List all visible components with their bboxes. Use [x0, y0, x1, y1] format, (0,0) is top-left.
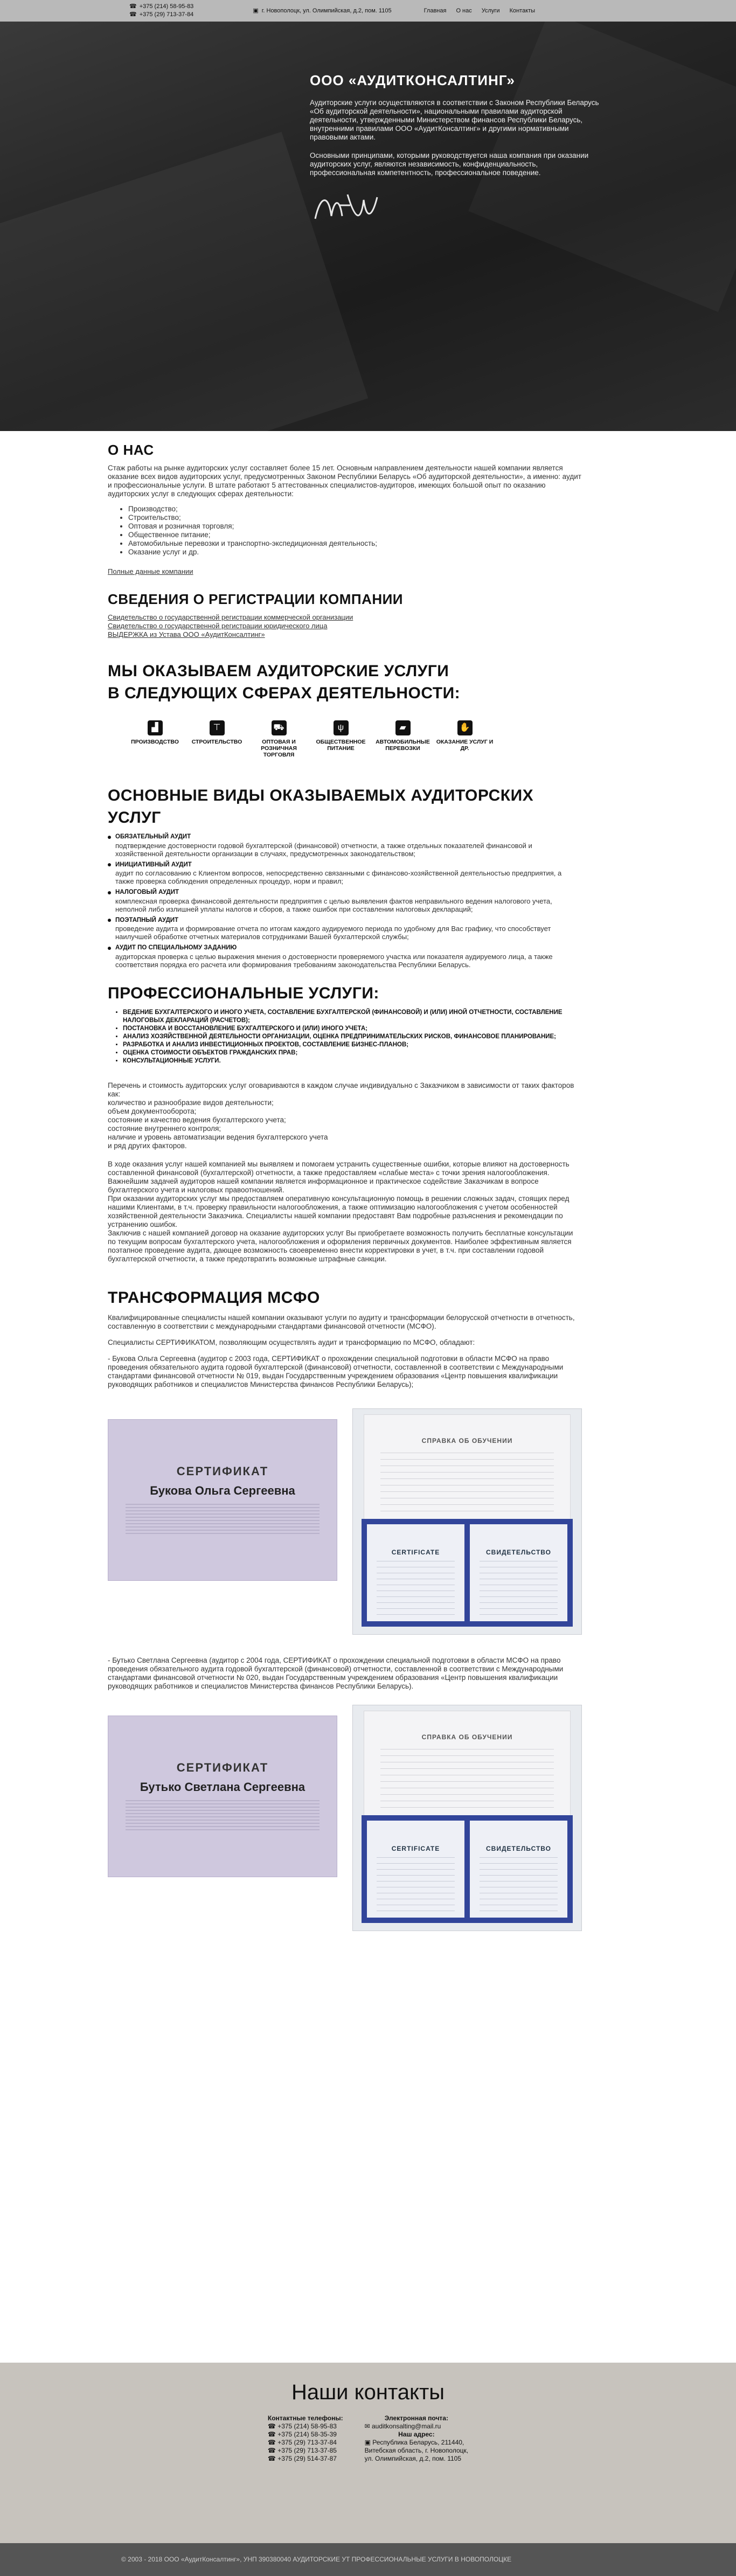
contact-email[interactable] [365, 2422, 468, 2431]
hero [0, 22, 736, 431]
document-sheet [364, 1711, 571, 1818]
list-item: • АНАЛИЗ ХОЗЯЙСТВЕННОЙ ДЕЯТЕЛЬНОСТИ ОРГАНИЗАЦИИ, ОЦЕНКА ПРЕДПРИНИМАТЕЛЬСКИХ РИСКОВ, ФИНАНСОВОЕ ПЛАНИРОВАНИЕ; [123, 1033, 582, 1041]
contact-address-line: Витебская область, г. Новополоцк, [364, 2447, 469, 2454]
phone-icon: ☎ [129, 11, 137, 18]
contact-phone-text: +375 (29) 713-37-85 [277, 2447, 337, 2454]
company-details-link[interactable]: Полные данные компании [108, 567, 193, 576]
factors-list [108, 1099, 582, 1150]
crane-icon: ⊤ [210, 720, 225, 735]
list-item: • Общественное питание; [128, 531, 582, 539]
certificate-name: Букова Ольга Сергеевна [150, 1483, 295, 1497]
contacts-email-address [365, 2414, 468, 2463]
hero-paragraph: Аудиторские услуги осуществляются в соответствии с Законом Республики Беларусь «Об аудиторской деятельности», национальными правилами аудиторской деятельности, утвержденными Министерством финансов Республики Беларусь, внутренними правилами ООО «АудитКонсалтинг» и другими нормативными правовыми актами. [310, 99, 599, 142]
kind-title: НАЛОГОВЫЙ АУДИТ [108, 888, 582, 897]
document-title: СПРАВКА ОБ ОБУЧЕНИИ [421, 1436, 513, 1445]
booklet-lines [480, 1857, 558, 1911]
top-phone-text: +375 (214) 58-95-83 [139, 3, 194, 10]
list-item: количество и разнообразие видов деятельности; [108, 1099, 274, 1107]
contact-email-text: auditkonsalting@mail.ru [372, 2422, 441, 2430]
sphere-item [186, 720, 248, 758]
contact-phone-text: +375 (214) 58-95-83 [277, 2422, 337, 2430]
certificate-image [108, 1419, 337, 1581]
list-item [108, 916, 582, 941]
sphere-item [372, 720, 434, 758]
cutlery-icon: ψ [334, 720, 349, 735]
kind-title: АУДИТ ПО СПЕЦИАЛЬНОМУ ЗАДАНИЮ [108, 944, 582, 953]
registration-link[interactable]: Свидетельство о государственной регистрации юридического лица [108, 622, 328, 630]
list-item: • КОНСУЛЬТАЦИОННЫЕ УСЛУГИ. [123, 1057, 582, 1065]
list-item: объем документооборота; [108, 1107, 197, 1116]
registration-title: СВЕДЕНИЯ О РЕГИСТРАЦИИ КОМПАНИИ [108, 591, 403, 608]
top-address-text: г. Новополоцк, ул. Олимпийская, д.2, пом. 1105 [261, 7, 392, 14]
top-phone-text: +375 (29) 713-37-84 [139, 11, 194, 18]
top-phone-2[interactable] [129, 11, 193, 19]
list-item [108, 861, 582, 886]
list-item: • Производство; [128, 505, 582, 513]
booklet-page [367, 1524, 464, 1621]
spheres-title: МЫ ОКАЗЫВАЕМ АУДИТОРСКИЕ УСЛУГИ В СЛЕДУЮЩИХ СФЕРАХ ДЕЯТЕЛЬНОСТИ: [108, 662, 461, 702]
sphere-label: СТРОИТЕЛЬСТВО [191, 739, 242, 746]
hero-paragraph: Основными принципами, которыми руководствуется наша компания при оказании аудиторских услуг, являются независимость, конфиденциальность, профессиональная компетентность, профессиональное поведение. [310, 151, 589, 177]
sphere-label: АВТОМОБИЛЬНЫЕ ПЕРЕВОЗКИ [376, 739, 430, 752]
ifrs-paragraph: - Бутько Светлана Сергеевна (аудитор с 2004 года, СЕРТИФИКАТ о прохождении специальной подготовки в области МСФО на право проведения обязательного аудита годовой бухгалтерской (финансовой) отчетности, составленной в соответствии с Международными стандартами финансовой отчетности № 020, выдан Государственным учреждением образования «Центр повышения квалификации руководящих работников и специалистов Министерства финансов Республики Беларусь). [108, 1656, 564, 1690]
list-item: • ПОСТАНОВКА И ВОССТАНОВЛЕНИЕ БУХГАЛТЕРСКОГО И (ИЛИ) ИНОГО УЧЕТА; [123, 1025, 582, 1033]
certificate-image [108, 1716, 337, 1877]
ifrs-paragraph: - Букова Ольга Сергеевна (аудитор с 2003 года, СЕРТИФИКАТ о прохождении специальной подготовки в области МСФО на право проведения обязательного аудита годовой бухгалтерской (финансовой) отчетности, составленной в соответствии с Международными стандартами финансовой отчетности № 019, выдан Государственным учреждением образования «Центр повышения квалификации руководящих работников и специалистов Министерства финансов Республики Беларусь); [108, 1354, 564, 1388]
sphere-item [434, 720, 496, 758]
list-item: • Оказание услуг и др. [128, 548, 582, 557]
about-title: О НАС [108, 442, 154, 458]
document-text-lines [380, 1453, 554, 1512]
certificate-booklet [362, 1519, 573, 1627]
kind-title: ИНИЦИАТИВНЫЙ АУДИТ [108, 861, 582, 870]
contacts-phones [268, 2414, 343, 2463]
certificate-name: Бутько Светлана Сергеевна [140, 1780, 305, 1794]
list-item [108, 833, 582, 858]
list-item: • Автомобильные перевозки и транспортно-экспедиционная деятельность; [128, 539, 582, 548]
ifrs-paragraph: Квалифицированные специалисты нашей компании оказывают услуги по аудиту и трансформации белорусской отчетности в отчетность, составленную в соответствии с международными стандартами финансовой отчетности (МСФО). [108, 1313, 575, 1330]
phone-icon: ☎ [129, 3, 137, 10]
sphere-item [124, 720, 186, 758]
contact-phone[interactable] [268, 2447, 343, 2455]
phone-icon: ☎ [267, 2431, 278, 2438]
nav-about[interactable]: О нас [456, 7, 472, 14]
training-document-image [352, 1705, 582, 1931]
top-address [253, 7, 391, 15]
location-icon: ▣ [364, 2439, 373, 2446]
sphere-item [248, 720, 310, 758]
contacts-section [0, 2363, 736, 2543]
list-item: • ОЦЕНКА СТОИМОСТИ ОБЪЕКТОВ ГРАЖДАНСКИХ ПРАВ; [123, 1049, 582, 1057]
hero-title: ООО «АУДИТКОНСАЛТИНГ» [310, 72, 515, 88]
kind-title: ОБЯЗАТЕЛЬНЫЙ АУДИТ [108, 833, 582, 842]
booklet-title: CERTIFICATE [391, 1548, 440, 1556]
nav-contacts[interactable]: Контакты [509, 7, 536, 14]
list-item: • ВЕДЕНИЕ БУХГАЛТЕРСКОГО И ИНОГО УЧЕТА, СОСТАВЛЕНИЕ БУХГАЛТЕРСКОЙ (ФИНАНСОВОЙ) И (ИЛИ) ИНОЙ ОТЧЕТНОСТИ, СОСТАВЛЕНИЕ НАЛОГОВЫХ ДЕКЛАРАЦИЙ (РАСЧЕТОВ); [123, 1009, 582, 1025]
kind-title: ПОЭТАПНЫЙ АУДИТ [108, 916, 582, 925]
mail-icon: ✉ [364, 2422, 372, 2430]
services-paragraph: Перечень и стоимость аудиторских услуг оговариваются в каждом случае индивидуально с Заказчиком в зависимости от таких факторов как: [108, 1081, 574, 1099]
sphere-label: ОБЩЕСТВЕННОЕ ПИТАНИЕ [316, 739, 366, 752]
certificate-text-lines [126, 1504, 320, 1536]
sphere-label: ОПТОВАЯ И РОЗНИЧНАЯ ТОРГОВЛЯ [261, 739, 297, 759]
signature-logo [310, 189, 385, 227]
kind-desc: комплексная проверка финансовой деятельности предприятия с целью выявления фактов неправильного ведения налогового учета, неполной либо излишней уплаты налогов и сборов, а также ошибок при составлении налоговых деклараций; [115, 897, 552, 913]
handshake-icon: ✋ [457, 720, 473, 735]
contact-phone[interactable] [268, 2455, 343, 2463]
document-title: СПРАВКА ОБ ОБУЧЕНИИ [421, 1733, 513, 1741]
booklet-lines [480, 1561, 558, 1615]
certificates-row [108, 1408, 582, 1635]
kind-desc: аудиторская проверка с целью выражения мнения о достоверности проверяемого участка или показателя аудируемого лица, а также соответствия порядка его расчета или формирования требованиям законодательства Республики Беларусь. [115, 952, 553, 969]
list-item: • РАЗРАБОТКА И АНАЛИЗ ИНВЕСТИЦИОННЫХ ПРОЕКТОВ, СОСТАВЛЕНИЕ БИЗНЕС-ПЛАНОВ; [123, 1041, 582, 1049]
list-item [108, 888, 582, 913]
list-item: наличие и уровень автоматизации ведения бухгалтерского учета [108, 1133, 328, 1142]
about-text: Стаж работы на рынке аудиторских услуг составляет более 15 лет. Основным направлением деятельности нашей компании является оказание всех видов аудиторских услуг, предусмотренных Законом Республики Беларусь «Об аудиторской деятельности», а именно: аудит и профессиональные услуги. В штате работают 5 аттестованных специалистов-аудиторов, имеющих большой опыт по оказанию аудиторских услуг в следующих сферах деятельности: [108, 464, 581, 498]
booklet-title: СВИДЕТЕЛЬСТВО [486, 1548, 551, 1556]
services-paragraph: Заключив с нашей компанией договор на оказание аудиторских услуг Вы приобретаете возможность получить бесплатные консультации по текущим вопросам бухгалтерского учета, налогообложения и оформления первичных документов. Наиболее эффективным является поэтапное проведение аудита, дающее возможность своевременно внести корректировки в учет, в т.ч. при составлении годовой бухгалтерской отчетности, а также предотвратить возможные штрафные санкции. [108, 1229, 573, 1263]
contact-phone[interactable] [268, 2422, 343, 2431]
contact-address-line [365, 2439, 468, 2447]
ifrs-title: ТРАНСФОРМАЦИЯ МСФО [108, 1289, 320, 1307]
list-item: состояние и качество ведения бухгалтерского учета; [108, 1116, 286, 1124]
kind-desc: аудит по согласованию с Клиентом вопросов, непосредственно связанными с финансово-хозяйственной деятельностью предприятия, а также проверка соблюдения определенных процедур, норм и правил; [115, 869, 562, 886]
top-bar [0, 0, 736, 22]
list-item: • Строительство; [128, 513, 582, 522]
list-item: и ряд других факторов. [108, 1142, 187, 1150]
cart-icon: ⛟ [272, 720, 287, 735]
phone-icon: ☎ [267, 2455, 278, 2462]
phone-icon: ☎ [267, 2439, 278, 2446]
kind-desc: подтверждение достоверности годовой бухгалтерской (финансовой) отчетности, а также отдельных показателей финансовой и хозяйственной деятельности организации в случаях, предусмотренных законодательством; [115, 841, 532, 858]
contact-phone[interactable] [268, 2431, 343, 2439]
list-item [108, 944, 582, 969]
about-list [128, 505, 582, 557]
booklet-title: СВИДЕТЕЛЬСТВО [486, 1844, 551, 1852]
booklet-page [470, 1821, 567, 1918]
contact-address-text: Республика Беларусь, 211440, [372, 2439, 464, 2446]
document-sheet [364, 1414, 571, 1522]
list-item: состояние внутреннего контроля; [108, 1124, 221, 1133]
nav-services[interactable]: Услуги [481, 7, 500, 14]
contact-phone[interactable] [268, 2439, 343, 2447]
booklet-page [470, 1524, 567, 1621]
top-phone-1[interactable] [129, 3, 193, 11]
contacts-title: Наши контакты [291, 2380, 445, 2404]
booklet-page [367, 1821, 464, 1918]
registration-link[interactable]: Свидетельство о государственной регистрации коммерческой организации [108, 613, 353, 622]
sphere-label: ОКАЗАНИЕ УСЛУГ И ДР. [436, 739, 494, 752]
truck-icon: ▰ [395, 720, 411, 735]
contact-phone-text: +375 (29) 514-37-87 [277, 2455, 337, 2462]
booklet-lines [377, 1857, 455, 1911]
ifrs-paragraph: Специалисты СЕРТИФИКАТОМ, позволяющим осуществлять аудит и трансформацию по МСФО, обладают: [108, 1338, 475, 1346]
contact-phone-text: +375 (29) 713-37-84 [277, 2439, 337, 2446]
phone-icon: ☎ [267, 2447, 278, 2454]
certificate-title: СЕРТИФИКАТ [176, 1464, 269, 1478]
certificate-title: СЕРТИФИКАТ [176, 1761, 269, 1775]
registration-link[interactable]: ВЫДЕРЖКА из Устава ООО «АудитКонсалтинг» [108, 630, 265, 639]
kinds-list [108, 833, 582, 969]
location-icon: ▣ [253, 7, 259, 14]
booklet-title: CERTIFICATE [391, 1844, 440, 1852]
contact-phone-text: +375 (214) 58-35-39 [277, 2431, 337, 2438]
kind-desc: проведение аудита и формирование отчета по итогам каждого аудируемого периода по удобному для Вас графику, что способствует наилучшей обработке отчетных материалов сотрудниками Вашей бухгалтерской службы; [115, 925, 551, 941]
contacts-phones-heading: Контактные телефоны: [267, 2414, 343, 2422]
certificates-row [108, 1705, 582, 1931]
nav-home[interactable]: Главная [423, 7, 447, 14]
phone-icon: ☎ [267, 2422, 278, 2430]
services-list [115, 1009, 582, 1065]
kinds-title: ОСНОВНЫЕ ВИДЫ ОКАЗЫВАЕМЫХ АУДИТОРСКИХ УСЛУГ [108, 787, 534, 827]
certificate-text-lines [126, 1800, 320, 1832]
training-document-image [352, 1408, 582, 1635]
contacts-address-heading: Наш адрес: [398, 2431, 435, 2438]
main-nav [424, 7, 536, 15]
sphere-item [310, 720, 372, 758]
contacts-email-heading: Электронная почта: [384, 2414, 448, 2422]
list-item: • Оптовая и розничная торговля; [128, 522, 582, 531]
services-title: ПРОФЕССИОНАЛЬНЫЕ УСЛУГИ: [108, 984, 379, 1002]
footer-copyright: © 2003 - 2018 ООО «АудитКонсалтинг», УНП 390380040 АУДИТОРСКИЕ УТ ПРОФЕССИОНАЛЬНЫЕ УСЛУГИ В НОВОПОЛОЦКЕ [121, 2556, 512, 2564]
factory-icon: ▟ [148, 720, 163, 735]
hero-content [310, 71, 601, 230]
document-text-lines [380, 1749, 554, 1808]
booklet-lines [377, 1561, 455, 1615]
services-paragraph: В ходе оказания услуг нашей компанией мы выявляем и помогаем устранить существенные ошибки, которые влияют на достоверность составленной финансовой (бухгалтерской) отчетности, а также предоставляем «слабые места» с точки зрения налогообложения. Важнейшим задачей аудиторов нашей компании является информационное и практическое содействие Заказчикам в вопросе бухгалтерского учета и налоговых правоотношений. [108, 1160, 570, 1195]
contacts-columns [0, 2414, 736, 2463]
certificate-booklet [362, 1815, 573, 1923]
spheres-row [124, 720, 582, 758]
footer [0, 2543, 736, 2576]
services-paragraph: При оказании аудиторских услуг мы предоставляем оперативную консультационную помощь в решении сложных задач, стоящих перед нашими Клиентами, в т.ч. проверку правильности налогообложения, а также оптимизацию налогообложения с учетом особенностей хозяйственной деятельности Заказчика. Специалисты нашей компании предоставят Вам подробные разъяснения и рекомендации по устранению ошибок. [108, 1195, 570, 1229]
sphere-label: ПРОИЗВОДСТВО [131, 739, 179, 746]
contact-address-line: ул. Олимпийская, д.2, пом. 1105 [364, 2455, 461, 2462]
top-phones [129, 3, 193, 19]
